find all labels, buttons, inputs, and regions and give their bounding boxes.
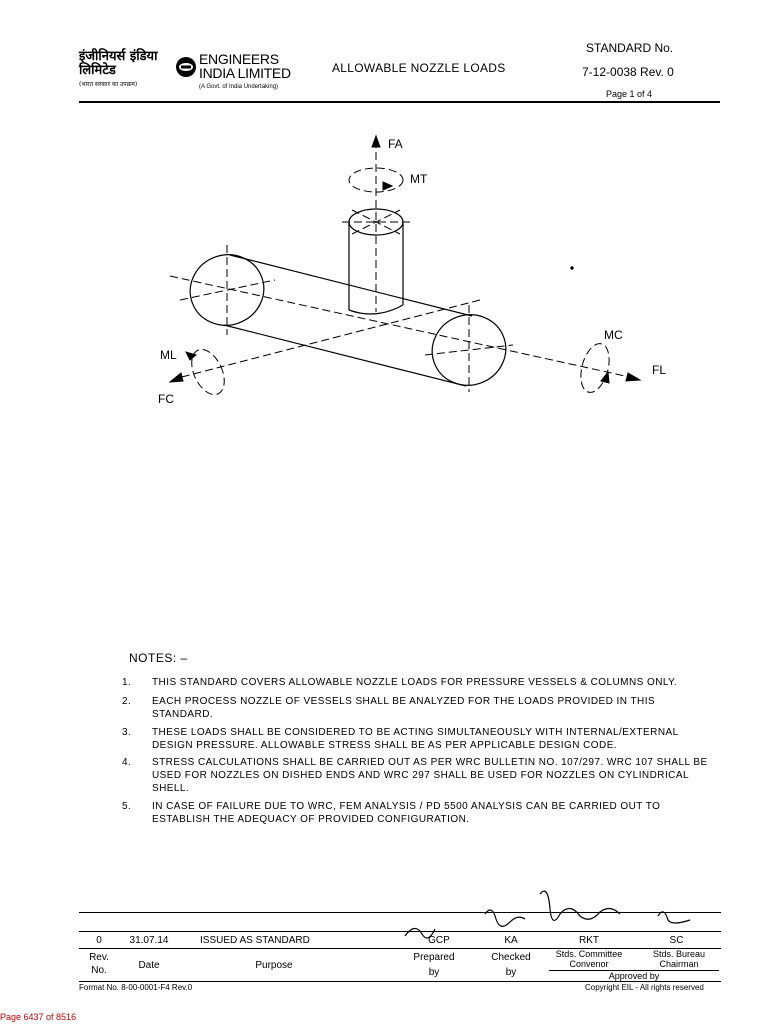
company-subtitle-hindi: (भारत सरकार का उपक्रम) — [79, 81, 138, 88]
label-fa: FA — [388, 137, 403, 151]
company-name-line2: INDIA LIMITED — [199, 65, 291, 81]
standard-label: STANDARD No. — [586, 41, 674, 55]
note-number: 5. — [122, 801, 132, 812]
copyright: Copyright EIL - All rights reserved — [585, 983, 704, 992]
note-text: EACH PROCESS NOZZLE OF VESSELS SHALL BE ANALYZED FOR THE LOADS PROVIDED IN THIS STANDARD. — [152, 696, 656, 720]
note-item — [122, 676, 712, 689]
chairman-header — [637, 949, 721, 969]
rev-header — [79, 952, 119, 976]
note-number: 2. — [122, 696, 132, 707]
note-text: THIS STANDARD COVERS ALLOWABLE NOZZLE LOADS FOR PRESSURE VESSELS & COLUMNS ONLY. — [152, 677, 678, 688]
note-text: THESE LOADS SHALL BE CONSIDERED TO BE ACTING SIMULTANEOUSLY WITH INTERNAL/EXTERNAL DESIGN PRESSURE. ALLOWABLE STRESS SHALL BE AS PER APPLICABLE DESIGN CODE. — [152, 727, 679, 751]
page-number: Page 1 of 4 — [606, 89, 653, 99]
page-counter: Page 6437 of 8516 — [0, 1012, 77, 1022]
chairman-header-line2: Chairman — [659, 959, 699, 969]
company-name-hindi — [79, 50, 175, 92]
note-item — [122, 695, 712, 721]
label-ml: ML — [160, 348, 177, 362]
rev-header-line2: No. — [91, 965, 107, 976]
label-fl: FL — [652, 363, 667, 377]
note-item — [122, 756, 712, 795]
date-value: 31.07.14 — [129, 935, 169, 946]
note-number: 3. — [122, 727, 132, 738]
approved-by-header: Approved by — [608, 971, 660, 981]
company-name-english — [199, 52, 291, 94]
eil-logo-icon — [175, 56, 197, 78]
label-mc: MC — [604, 328, 623, 342]
note-text: IN CASE OF FAILURE DUE TO WRC, FEM ANALYSIS / PD 5500 ANALYSIS CAN BE CARRIED OUT TO ESTABLISH THE ADEQUACY OF PROVIDED CONFIGURATION. — [152, 801, 661, 825]
checked-value: KA — [504, 935, 518, 946]
checked-header-line2: by — [505, 967, 517, 978]
company-subtitle-english: (A Govt. of India Undertaking) — [199, 84, 279, 90]
purpose-header: Purpose — [255, 960, 293, 971]
chairman-header-line1: Stds. Bureau — [652, 949, 706, 959]
format-number: Format No. 8-00-0001-F4 Rev.0 — [79, 983, 193, 992]
convenor-header-line2: Convenor — [569, 959, 609, 969]
convenor-header — [544, 949, 634, 969]
notes-title: NOTES: – — [129, 651, 188, 665]
note-item — [122, 726, 712, 752]
note-number: 1. — [122, 677, 132, 688]
prepared-value: GCP — [428, 935, 450, 946]
company-name-line1: ENGINEERS — [199, 51, 279, 67]
note-item — [122, 800, 712, 826]
label-fc: FC — [158, 392, 174, 406]
rev-value: 0 — [96, 935, 102, 946]
prepared-header-line2: by — [428, 967, 440, 978]
date-header: Date — [138, 960, 160, 971]
convenor-value: RKT — [579, 935, 599, 946]
prepared-header — [394, 952, 474, 978]
header-divider — [79, 101, 720, 103]
note-number: 4. — [122, 757, 132, 768]
rev-header-line1: Rev. — [89, 952, 109, 963]
company-name-hindi-text: इंजीनियर्स इंडिया लिमिटेड — [79, 49, 158, 78]
note-text: STRESS CALCULATIONS SHALL BE CARRIED OUT AS PER WRC BULLETIN NO. 107/297. WRC 107 SHALL BE USED FOR NOZZLES ON DISHED ENDS AND WRC 297 SHALL BE USED FOR NOZZLES ON CYLINDRICAL SHELL. — [152, 757, 708, 794]
chairman-value: SC — [669, 935, 684, 946]
document-title: ALLOWABLE NOZZLE LOADS — [332, 61, 506, 75]
checked-header-line1: Checked — [491, 952, 531, 963]
prepared-header-line1: Prepared — [413, 952, 455, 963]
nozzle-load-diagram — [0, 120, 768, 420]
purpose-value: ISSUED AS STANDARD — [200, 935, 310, 946]
standard-number: 7-12-0038 Rev. 0 — [582, 65, 674, 79]
revision-table — [79, 912, 721, 982]
checked-header — [481, 952, 541, 978]
convenor-header-line1: Stds. Committee — [555, 949, 623, 959]
label-mt: MT — [410, 172, 428, 186]
